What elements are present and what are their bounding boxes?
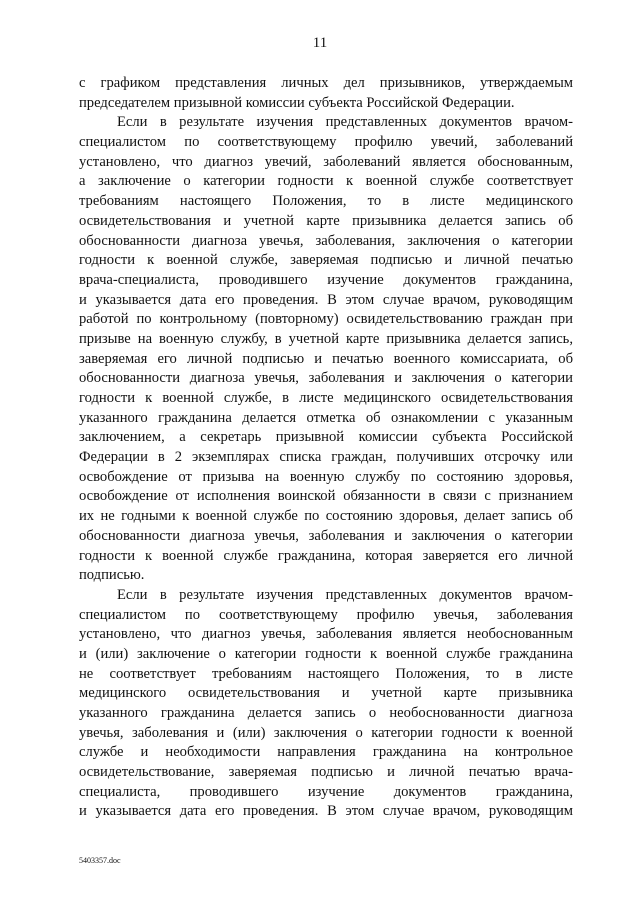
paragraph-line: указанного гражданина делается отметка об ознакомлении с указанным — [79, 409, 573, 426]
paragraph-line: годности к военной службе гражданина, которая заверяется его личной — [79, 547, 573, 564]
paragraph-line: службе и необходимости направления гражданина на контрольное — [79, 744, 573, 761]
paragraph-line: не соответствует требованиям настоящего Положения, то в листе — [79, 665, 573, 682]
paragraph-line: освидетельствование, заверяемая подписью и личной печатью врача- — [79, 764, 573, 781]
paragraph-line: освобождение от исполнения воинской обязанности в связи с признанием — [79, 488, 573, 505]
paragraph-line: специалиста, проводившего изучение документов гражданина, — [79, 783, 573, 800]
document-body — [79, 74, 573, 822]
paragraph-line: Если в результате изучения представленных документов врачом- — [117, 114, 573, 131]
paragraph-line: установлено, что диагноз увечий, заболеваний является обоснованным, — [79, 153, 573, 170]
paragraph-line: обоснованности диагноза увечья, заболевания и заключения о категории — [79, 370, 573, 387]
paragraph-line: требованиям настоящего Положения, то в листе медицинского — [79, 193, 573, 210]
paragraph-line: специалистом по соответствующему профилю увечий, заболеваний — [79, 134, 573, 151]
paragraph-line: работой по контрольному (повторному) освидетельствованию граждан при — [79, 311, 573, 328]
paragraph-line: годности к военной службе, в листе медицинского освидетельствования — [79, 390, 573, 406]
paragraph-line: с графиком представления личных дел призывников, утверждаемым — [79, 75, 573, 91]
paragraph-line: специалистом по соответствующему профилю увечья, заболевания — [79, 606, 573, 623]
paragraph-line: и (или) заключение о категории годности к военной службе гражданина — [79, 645, 573, 662]
paragraph-line: Если в результате изучения представленных документов врачом- — [117, 586, 573, 603]
paragraph-line: Федерации в 2 экземплярах списка граждан, получивших отсрочку или — [79, 449, 573, 466]
footer-filename: 5403357.doc — [79, 856, 121, 865]
paragraph-line: и указывается дата его проведения. В этом случае врачом, руководящим — [79, 803, 573, 820]
paragraph-line: заключением, а секретарь призывной комиссии субъекта Российской — [79, 429, 573, 446]
paragraph-line: увечья, заболевания и (или) заключения о категории годности к военной — [79, 724, 573, 741]
paragraph-line: годности к военной службе, заверяемая подписью и личной печатью — [79, 252, 573, 269]
page-number: 11 — [312, 35, 328, 51]
paragraph-line: освобождение от призыва на военную службу по состоянию здоровья, — [79, 468, 573, 485]
paragraph-line: обоснованности диагноза увечья, заболевания и заключения о категории — [79, 527, 573, 544]
paragraph-line: заверяемая его личной подписью и печатью военного комиссариата, об — [79, 350, 573, 367]
paragraph-line: установлено, что диагноз увечья, заболевания является необоснованным — [79, 626, 573, 643]
paragraph-line: освидетельствования и учетной карте призывника делается запись об — [79, 212, 573, 229]
paragraph-line: председателем призывной комиссии субъекта Российской Федерации. — [79, 94, 515, 111]
paragraph-line: подписью. — [79, 567, 145, 584]
paragraph-line: призыве на военную службу, в учетной карте призывника делается запись, — [79, 330, 573, 347]
paragraph-line: и указывается дата его проведения. В этом случае врачом, руководящим — [79, 291, 573, 308]
paragraph-line: медицинского освидетельствования и учетной карте призывника — [79, 685, 573, 702]
paragraph-line: врача-специалиста, проводившего изучение документов гражданина, — [79, 271, 573, 288]
paragraph-line: а заключение о категории годности к военной службе соответствует — [79, 173, 573, 190]
paragraph-line: указанного гражданина делается запись о необоснованности диагноза — [79, 705, 573, 721]
paragraph-line: их не годными к военной службе по состоянию здоровья, делает запись об — [79, 508, 573, 525]
paragraph-line: обоснованности диагноза увечья, заболевания, заключения о категории — [79, 232, 573, 249]
